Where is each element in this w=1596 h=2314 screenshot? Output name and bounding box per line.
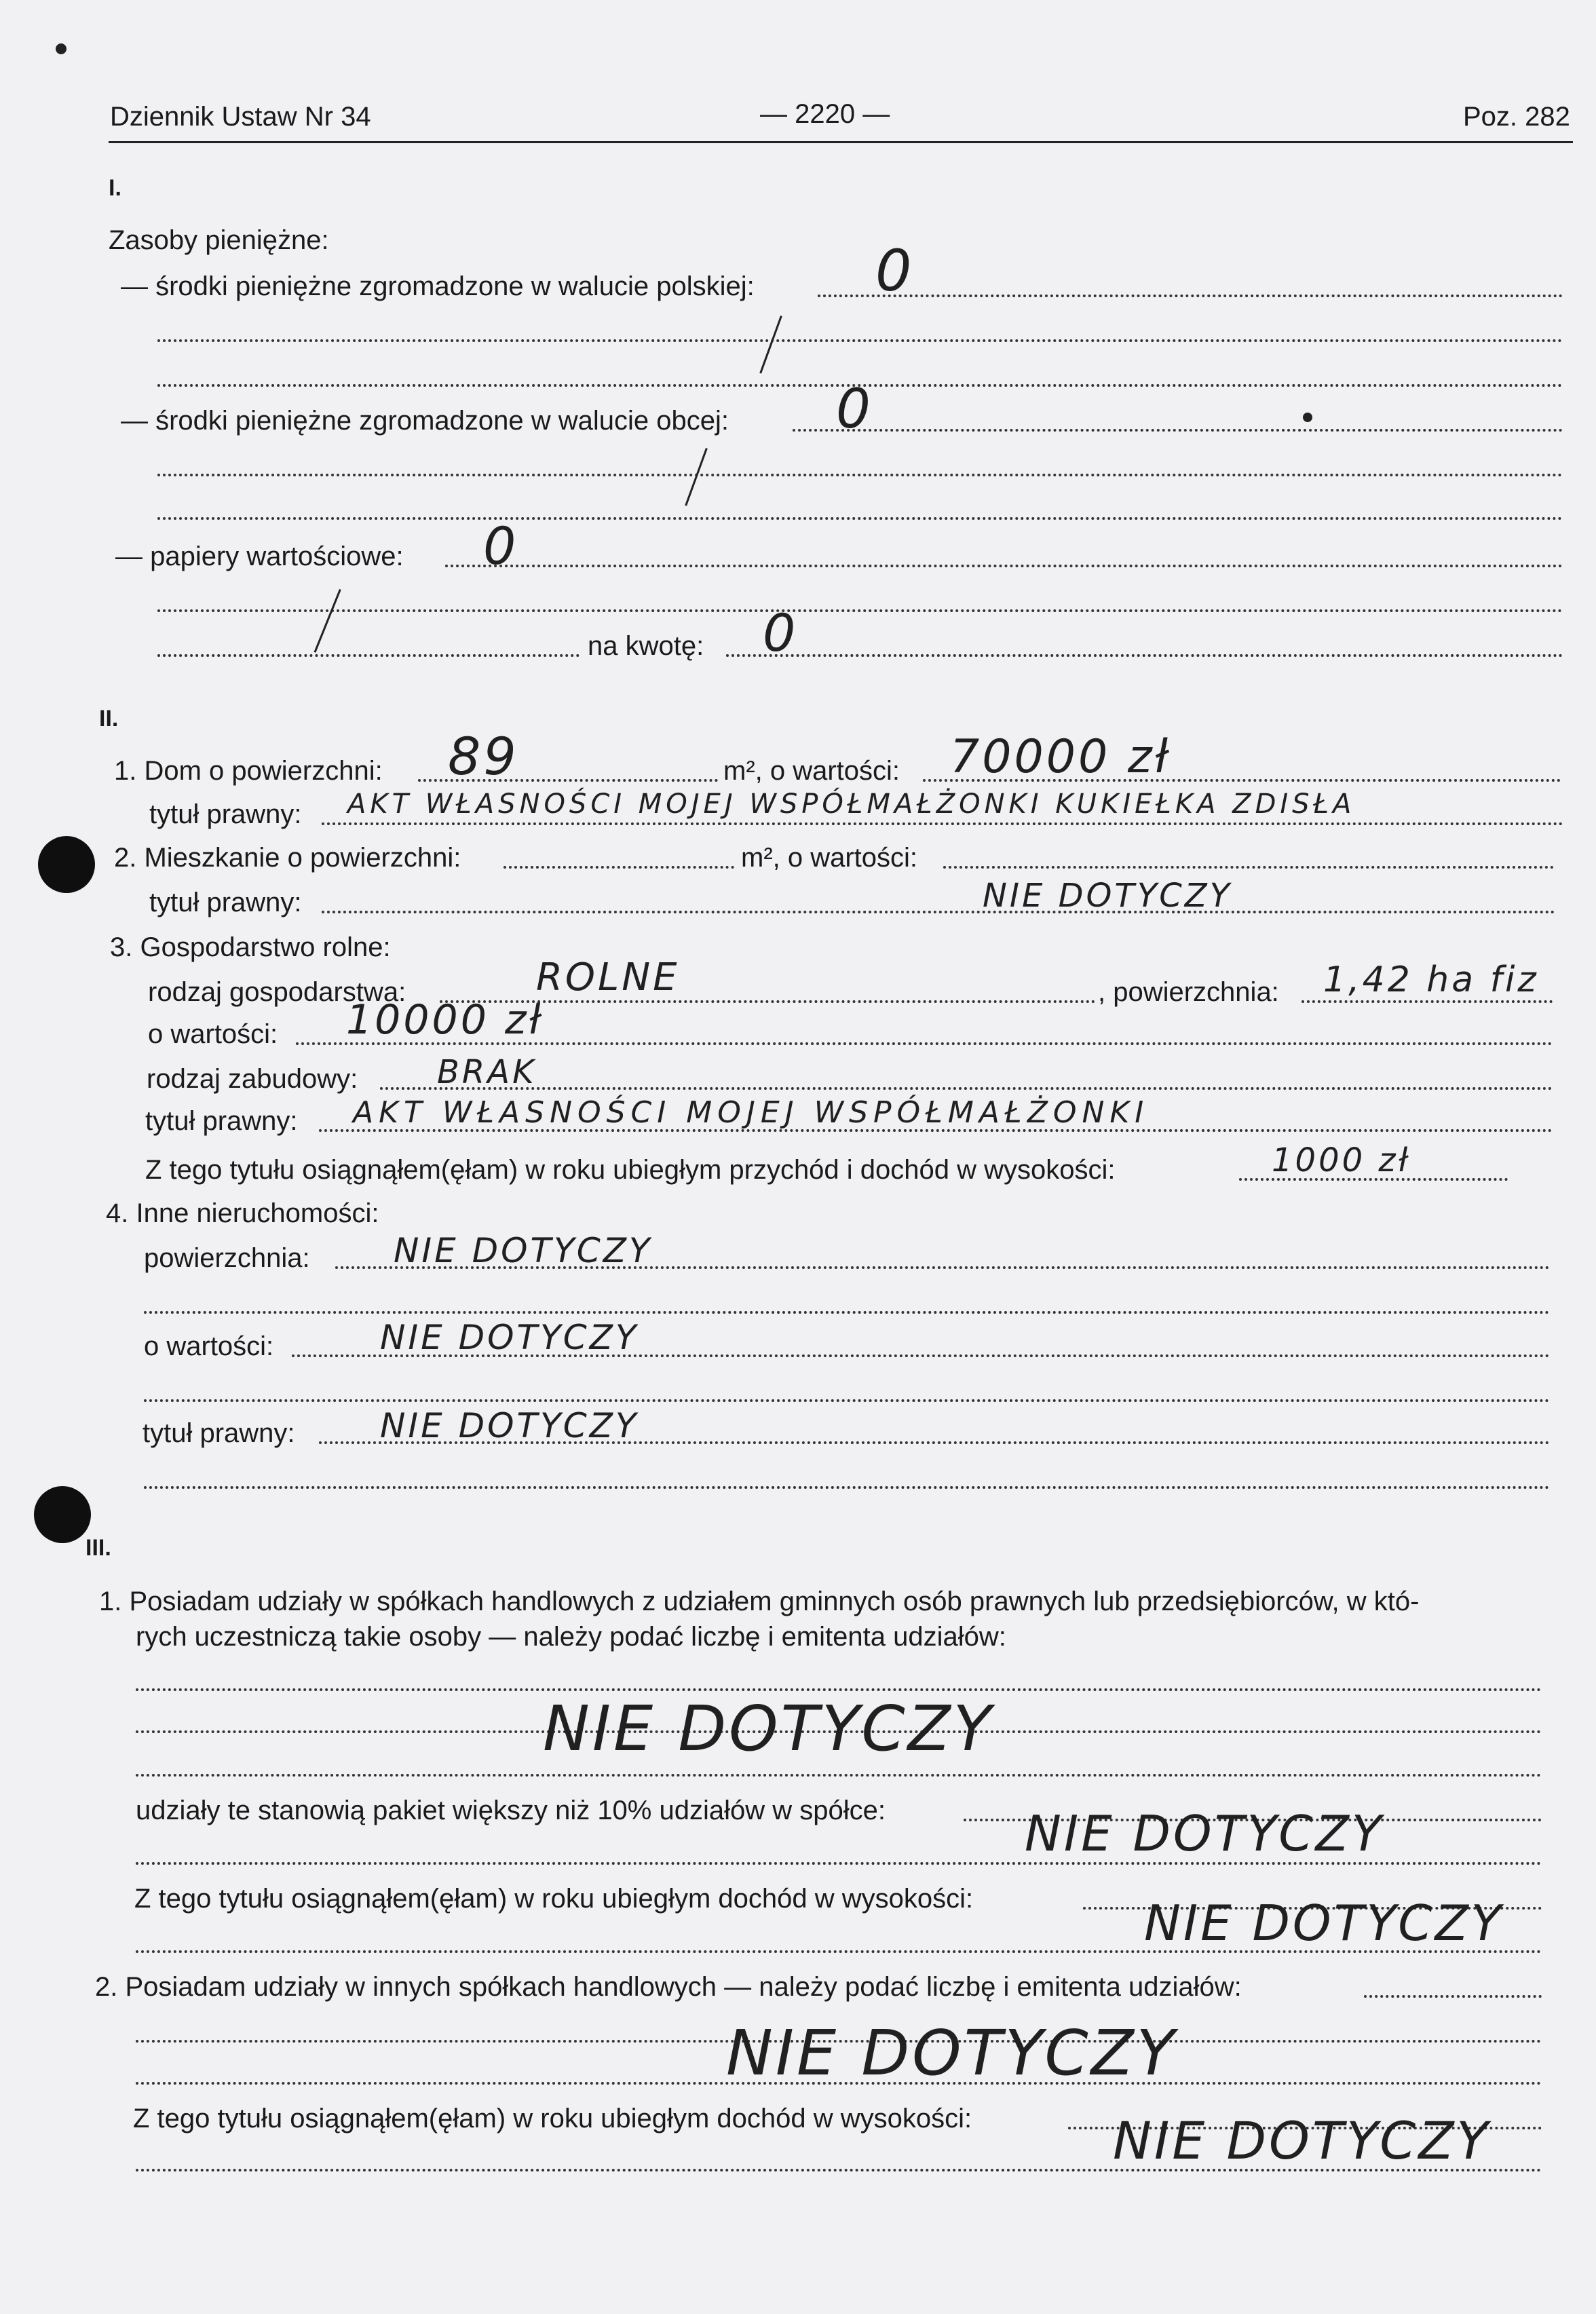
other-area-value: NIE DOTYCZY	[394, 1231, 653, 1270]
cash-foreign-value: 0	[836, 377, 873, 440]
q1-package-answer: NIE DOTYCZY	[1025, 1805, 1384, 1862]
punch-hole	[38, 836, 95, 893]
farm-income-value: 1000 zł	[1272, 1141, 1411, 1179]
farm-area-label: , powierzchnia:	[1098, 977, 1279, 1007]
house-title-line	[322, 822, 1563, 825]
q2-answer: NIE DOTYCZY	[726, 2017, 1177, 2089]
other-property-label: 4. Inne nieruchomości:	[106, 1198, 379, 1228]
q1-text-line-2: rych uczestniczą takie osoby — należy podać liczbę i emitenta udziałów:	[136, 1622, 1006, 1652]
other-value-label: o wartości:	[144, 1331, 274, 1361]
header-rule	[109, 141, 1573, 143]
securities-line	[445, 565, 1563, 567]
house-title-label: tytuł prawny:	[149, 799, 302, 829]
q2-text: 2. Posiadam udziały w innych spółkach handlowych — należy podać liczbę i emitenta udziałów:	[95, 1972, 1242, 2002]
cash-pln-line-2	[157, 339, 1563, 342]
q2-line-3	[136, 2082, 1542, 2085]
other-value-line-2	[144, 1399, 1550, 1402]
cash-foreign-line	[793, 429, 1563, 432]
farm-value: 10000 zł	[346, 996, 544, 1044]
securities-line-3	[157, 654, 580, 657]
q1-line-3	[136, 1774, 1542, 1777]
securities-line-2	[157, 609, 1563, 612]
cash-foreign-line-2	[157, 474, 1563, 476]
cash-pln-line	[818, 295, 1563, 297]
q1-text-line-1: 1. Posiadam udziały w spółkach handlowych z udziałem gminnych osób prawnych lub przedsiębiorców, w któ-	[99, 1587, 1420, 1616]
buildings-label: rodzaj zabudowy:	[147, 1064, 358, 1094]
house-value: 70000 zł	[950, 730, 1171, 784]
buildings-value: BRAK	[437, 1053, 537, 1091]
flat-area-line	[504, 866, 734, 869]
q1-package-label: udziały te stanowią pakiet większy niż 10% udziałów w spółce:	[136, 1796, 886, 1825]
section-3-number: III.	[86, 1535, 111, 1561]
cash-foreign-line-3	[157, 517, 1563, 520]
farm-type-value: ROLNE	[536, 955, 680, 1000]
house-title-value: AKT WŁASNOŚCI MOJEJ WSPÓŁMAŁŻONKI KUKIEŁKA ZDISŁA	[347, 789, 1356, 820]
section-1-number: I.	[109, 175, 121, 201]
farm-area-value: 1,42 ha fiz	[1323, 960, 1539, 1000]
section-2-number: II.	[99, 706, 119, 732]
position-number: Poz. 282	[1463, 102, 1570, 132]
farm-value-label: o wartości:	[148, 1019, 278, 1049]
other-title-label: tytuł prawny:	[142, 1418, 295, 1448]
q1-income-answer: NIE DOTYCZY	[1144, 1895, 1504, 1952]
q1-income-label: Z tego tytułu osiągnąłem(ęłam) w roku ubiegłym dochód w wysokości:	[134, 1884, 974, 1914]
flat-label: 2. Mieszkanie o powierzchni:	[114, 843, 461, 873]
section-1-heading: Zasoby pieniężne:	[109, 225, 329, 255]
securities-value: 0	[483, 516, 519, 576]
other-value: NIE DOTYCZY	[380, 1318, 639, 1357]
cash-pln-label: — środki pieniężne zgromadzone w walucie polskiej:	[121, 271, 755, 301]
strike-slash	[314, 589, 341, 653]
farm-income-label: Z tego tytułu osiągnąłem(ęłam) w roku ubiegłym przychód i dochód w wysokości:	[145, 1155, 1116, 1185]
farm-type-label: rodzaj gospodarstwa:	[148, 977, 406, 1007]
flat-title-label: tytuł prawny:	[149, 888, 302, 917]
amount-label: na kwotę:	[588, 631, 704, 661]
punch-hole	[34, 1486, 91, 1543]
other-title-value: NIE DOTYCZY	[380, 1406, 639, 1445]
house-label: 1. Dom o powierzchni:	[114, 756, 383, 786]
amount-value: 0	[763, 603, 799, 663]
q2-income-label: Z tego tytułu osiągnąłem(ęłam) w roku ubiegłym dochód w wysokości:	[133, 2104, 972, 2133]
house-area-value: 89	[448, 726, 519, 786]
farm-title-value: AKT WŁASNOŚCI MOJEJ WSPÓŁMAŁŻONKI	[353, 1095, 1150, 1130]
farm-label: 3. Gospodarstwo rolne:	[110, 932, 391, 962]
q1-line-1	[136, 1688, 1542, 1691]
other-area-line-2	[144, 1311, 1550, 1314]
house-m2-label: m², o wartości:	[723, 756, 900, 786]
q2-income-answer: NIE DOTYCZY	[1113, 2110, 1491, 2171]
securities-label: — papiery wartościowe:	[115, 542, 404, 571]
cash-pln-value: 0	[875, 238, 915, 304]
farm-area-line	[1302, 1000, 1553, 1003]
page-number: — 2220 —	[760, 99, 890, 129]
buildings-line	[380, 1087, 1553, 1090]
q2-line-1	[1364, 1995, 1542, 1998]
ink-dot	[56, 43, 66, 54]
other-title-line-2	[144, 1486, 1550, 1489]
flat-m2-label: m², o wartości:	[741, 843, 918, 873]
strike-slash	[759, 316, 782, 374]
q1-answer: NIE DOTYCZY	[543, 1692, 994, 1765]
journal-title: Dziennik Ustaw Nr 34	[110, 102, 371, 132]
ink-dot	[1303, 413, 1312, 422]
amount-line	[726, 654, 1563, 657]
flat-title-line	[322, 911, 1555, 913]
farm-title-label: tytuł prawny:	[145, 1106, 298, 1136]
flat-value-line	[943, 866, 1554, 869]
other-area-label: powierzchnia:	[144, 1243, 310, 1273]
flat-title-value: NIE DOTYCZY	[983, 877, 1232, 915]
cash-foreign-label: — środki pieniężne zgromadzone w walucie obcej:	[121, 406, 729, 436]
q1-package-line-2	[136, 1862, 1542, 1865]
strike-slash	[685, 448, 708, 506]
